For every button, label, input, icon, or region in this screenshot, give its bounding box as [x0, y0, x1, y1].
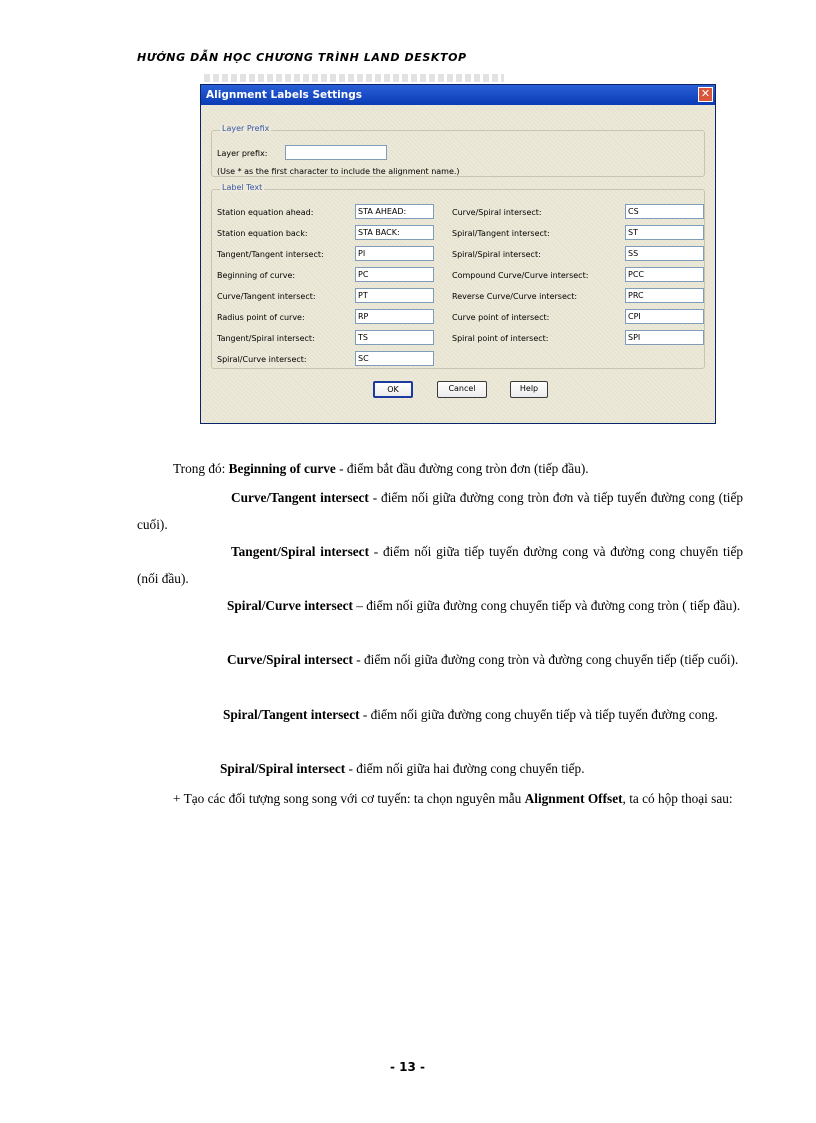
para-beginning-of-curve [137, 455, 743, 482]
para-curve-spiral [137, 646, 743, 673]
curve-point-input[interactable]: CPI [625, 309, 704, 324]
para-spiral-spiral [137, 755, 743, 782]
para-text: – điểm nối giữa đường cong chuyển tiếp và đường cong tròn ( tiếp đầu). [352, 598, 741, 613]
spiral-tangent-label: Spiral/Tangent intersect: [452, 229, 550, 238]
para-text: - điểm nối giữa đường cong tròn đơn và tiếp tuyến đường cong (tiếp cuối). [137, 490, 744, 532]
station-back-label: Station equation back: [217, 229, 308, 238]
curve-spiral-label: Curve/Spiral intersect: [452, 208, 542, 217]
beginning-curve-label: Beginning of curve: [217, 271, 296, 280]
close-icon[interactable]: ✕ [698, 87, 713, 102]
cancel-button[interactable]: Cancel [437, 381, 487, 398]
para-alignment-offset [137, 785, 743, 812]
page-number: - 13 - [390, 1060, 426, 1074]
spiral-point-input[interactable]: SPI [625, 330, 704, 345]
beginning-curve-input[interactable]: PC [355, 267, 434, 282]
term-spiral-spiral: Spiral/Spiral intersect [220, 761, 346, 776]
station-ahead-input[interactable]: STA AHEAD: [355, 204, 434, 219]
cropped-text-strip [204, 74, 504, 82]
term-spiral-curve: Spiral/Curve intersect [227, 598, 353, 613]
station-back-input[interactable]: STA BACK: [355, 225, 434, 240]
para-text: - điểm nối giữa hai đường cong chuyển tiếp. [345, 761, 585, 776]
term-alignment-offset: Alignment Offset [524, 791, 623, 806]
dialog-titlebar[interactable] [201, 85, 715, 105]
spiral-tangent-input[interactable]: ST [625, 225, 704, 240]
para-prefix: Trong đó: [173, 461, 229, 476]
tangent-tangent-label: Tangent/Tangent intersect: [217, 250, 324, 259]
spiral-curve-input[interactable]: SC [355, 351, 434, 366]
radius-point-input[interactable]: RP [355, 309, 434, 324]
para-curve-tangent [137, 484, 743, 538]
label-text-group-title: Label Text [222, 183, 263, 192]
term-tangent-spiral: Tangent/Spiral intersect [231, 544, 369, 559]
para-text: - điểm nối giữa đường cong chuyển tiếp và tiếp tuyến đường cong. [359, 707, 718, 722]
curve-spiral-input[interactable]: CS [625, 204, 704, 219]
para-text: - điểm bắt đầu đường cong tròn đơn (tiếp đầu). [335, 461, 589, 476]
spiral-spiral-label: Spiral/Spiral intersect: [452, 250, 541, 259]
spiral-curve-label: Spiral/Curve intersect: [217, 355, 307, 364]
station-ahead-label: Station equation ahead: [217, 208, 314, 217]
para-spiral-curve [137, 592, 743, 619]
para-spiral-tangent [137, 701, 743, 728]
compound-curve-label: Compound Curve/Curve intersect: [452, 271, 589, 280]
spiral-spiral-input[interactable]: SS [625, 246, 704, 261]
help-button[interactable]: Help [510, 381, 548, 398]
para-text: - điểm nối giữa tiếp tuyến đường cong và đường cong chuyển tiếp (nối đầu). [137, 544, 743, 586]
term-spiral-tangent: Spiral/Tangent intersect [223, 707, 360, 722]
curve-point-label: Curve point of intersect: [452, 313, 550, 322]
para-prefix: + Tạo các đối tượng song song với cơ tuyến: ta chọn nguyên mẫu [173, 791, 525, 806]
alignment-labels-dialog [200, 84, 716, 424]
radius-point-label: Radius point of curve: [217, 313, 305, 322]
dialog-title: Alignment Labels Settings [206, 89, 363, 101]
layer-prefix-input[interactable] [285, 145, 387, 160]
layer-prefix-group-title: Layer Prefix [222, 124, 270, 133]
para-text: - điểm nối giữa đường cong tròn và đường cong chuyển tiếp (tiếp cuối). [352, 652, 739, 667]
layer-prefix-note: (Use * as the first character to include the alignment name.) [217, 167, 460, 176]
spiral-point-label: Spiral point of intersect: [452, 334, 549, 343]
compound-curve-input[interactable]: PCC [625, 267, 704, 282]
curve-tangent-label: Curve/Tangent intersect: [217, 292, 316, 301]
para-tangent-spiral [137, 538, 743, 592]
reverse-curve-input[interactable]: PRC [625, 288, 704, 303]
term-curve-tangent: Curve/Tangent intersect [231, 490, 369, 505]
ok-button[interactable]: OK [373, 381, 413, 398]
term-beginning-of-curve: Beginning of curve [228, 461, 336, 476]
term-curve-spiral: Curve/Spiral intersect [227, 652, 353, 667]
reverse-curve-label: Reverse Curve/Curve intersect: [452, 292, 578, 301]
document-header: HƯỚNG DẪN HỌC CHƯƠNG TRÌNH LAND DESKTOP [137, 51, 467, 64]
layer-prefix-label: Layer prefix: [217, 149, 268, 158]
tangent-tangent-input[interactable]: PI [355, 246, 434, 261]
curve-tangent-input[interactable]: PT [355, 288, 434, 303]
tangent-spiral-label: Tangent/Spiral intersect: [217, 334, 315, 343]
tangent-spiral-input[interactable]: TS [355, 330, 434, 345]
para-text: , ta có hộp thoại sau: [622, 791, 733, 806]
